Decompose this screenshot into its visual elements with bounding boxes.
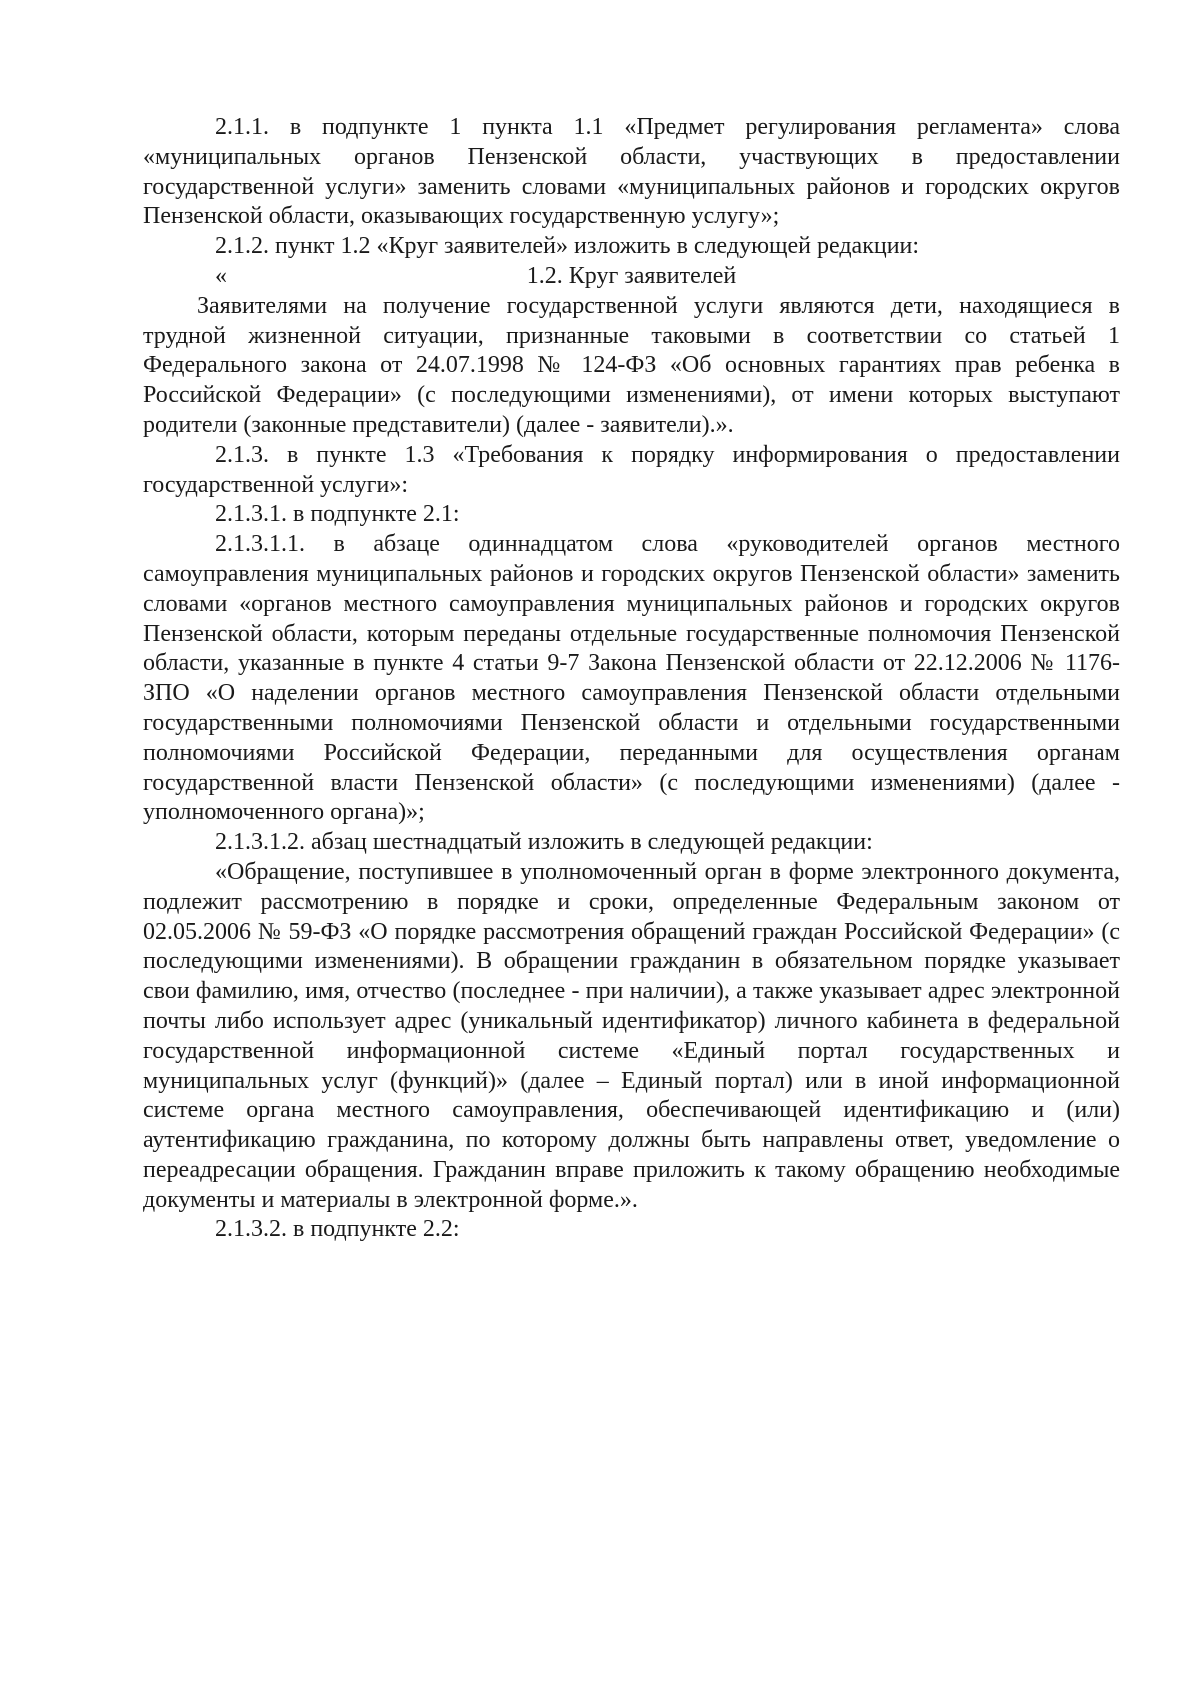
paragraph-quoted-appeal: «Обращение, поступившее в уполномоченный орган в форме электронного документа, подлежит рассмотрению в порядке и сроки, определенные Федеральным законом от 02.05.2006 № 59-ФЗ «О порядке рассмотрения обращений граждан Российской Федерации» (с последующими изменениями). В обращении гражданин в обязательном порядке указывает свои фамилию, имя, отчество (последнее - при наличии), а также указывает адрес электронной почты либо использует адрес (уникальный идентификатор) личного кабинета в федеральной государственной информационной системе «Единый портал государственных и муниципальных услуг (функций)» (далее – Единый портал) или в иной информационной системе органа местного самоуправления, обеспечивающей идентификацию и (или) аутентификацию гражданина, по которому должны быть направлены ответ, уведомление о переадресации обращения. Гражданин вправе приложить к такому обращению необходимые документы и материалы в электронной форме.». — [143, 858, 1120, 1213]
section-heading — [143, 262, 1120, 292]
paragraph-2-1-1: 2.1.1. в подпункте 1 пункта 1.1 «Предмет регулирования регламента» слова «муниципальных органов Пензенской области, участвующих в предоставлении государственной услуги» заменить словами «муниципальных районов и городских округов Пензенской области, оказывающих государственную услугу»; — [143, 114, 1120, 230]
paragraph-2-1-2: 2.1.2. пункт 1.2 «Круг заявителей» изложить в следующей редакции: — [215, 233, 920, 260]
paragraph-2-1-3-1-1: 2.1.3.1.1. в абзаце одиннадцатом слова «руководителей органов местного самоуправления муниципальных районов и городских округов Пензенской области» заменить словами «органов местного самоуправления муниципальных районов и городских округов Пензенской области, которым переданы отдельные государственные полномочия Пензенской области, указанные в пункте 4 статьи 9-7 Закона Пензенской области от 22.12.2006 № 1176-ЗПО «О наделении органов местного самоуправления Пензенской области отдельными государственными полномочиями Пензенской области и отдельными государственными полномочиями Российской Федерации, переданными для осуществления органам государственной власти Пензенской области» (с последующими изменениями) (далее - уполномоченного органа)»; — [143, 531, 1120, 826]
paragraph-applicants: Заявителями на получение государственной услуги являются дети, находящиеся в трудной жизненной ситуации, признанные таковыми в соответствии со статьей 1 Федерального закона от 24.07.1998 № 124-ФЗ «Об основных гарантиях прав ребенка в Российской Федерации» (с последующими изменениями), от имени которых выступают родители (законные представители) (далее - заявители).». — [143, 292, 1120, 438]
paragraph-2-1-3-2: 2.1.3.2. в подпункте 2.2: — [215, 1216, 460, 1243]
heading-open-quote: « — [215, 262, 227, 289]
heading-title: 1.2. Круг заявителей — [526, 262, 737, 289]
paragraph-2-1-3: 2.1.3. в пункте 1.3 «Требования к порядку информирования о предоставлении государственной услуги»: — [143, 441, 1120, 498]
document-page — [143, 113, 1120, 1245]
paragraph-2-1-3-1-2: 2.1.3.1.2. абзац шестнадцатый изложить в следующей редакции: — [215, 829, 873, 856]
paragraph-2-1-3-1: 2.1.3.1. в подпункте 2.1: — [215, 501, 460, 528]
